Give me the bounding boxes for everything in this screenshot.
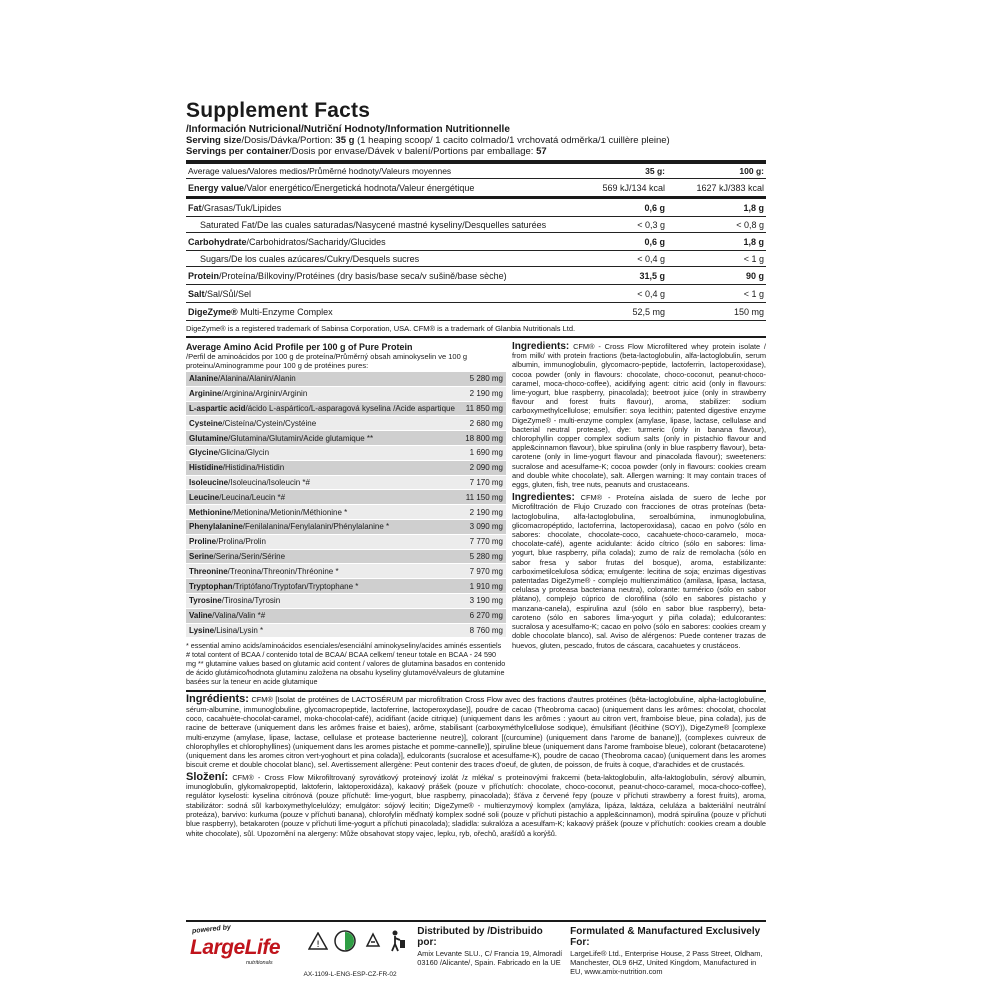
- ingredients-column: [512, 342, 766, 686]
- value-100g: 1,8 g: [667, 198, 766, 217]
- nutrient-name: Protein: [188, 270, 220, 281]
- value-35g: < 0,4 g: [568, 251, 667, 267]
- distributor-info: [411, 922, 564, 980]
- ingredients-fr-text: CFM® [Isolat de protéines de LACTOSÉRUM par microfiltration Cross Flow avec des fractions d'autres protéines (bêta-lactoglobuline, alpha-lactoglobuline, sérum-albumine, immunoglobuline, glycomacropeptide, lactoferrine, lactoperoxydase)], poudre de cacao (Theobroma cacao) (uniquement dans les arômes: chocolat, chocolat coco, cacahuète-chocolat-caramel, moka-chocolat-café), acidifiant (acide citrique) (uniquement dans les arômes : yaourt au citron vert, framboise bleue, pina colada), jus de racine de betterave (uniquement dans les arômes fraise et baies), arôme, stabilisant (carboxyméthylcellulose sodique), émulsifiant (lécithine (SOY)), DigeZyme® [complexe multi-enzyme (amylase, lipase, lactase, cellulase et protease bacterienne neutre)], colorant [(curcumine) (uniquement dans l'arome de banane)], (complexes cuivreux de chlorophylles et chlorophyllines) (uniquement dans les aromes pistache et pomme-cannelle)], spiruline bleue (uniquement dans l'arome framboise bleue), colorant (betacarotene) (uniquement dans les aromes citron vert-yoghourt et pina colada)], edulcorants (sucralose et acesulfame-K), poudre de cacao (Theobroma cacao) (uniquement dans les aromes biscuit creme et double chocolat blanc), sel. Avertissement allergène: Peut contenir des traces d'oeuf, de gluten, de poisson, de fruits à coque, d'arachides et de crustacés.: [186, 695, 766, 770]
- table-row: [186, 217, 766, 233]
- amino-acid-row: [186, 461, 506, 476]
- table-header-row: [186, 164, 766, 179]
- table-row: [186, 267, 766, 285]
- amino-acid-value: 11 850 mg: [465, 403, 503, 413]
- table-row: [186, 303, 766, 321]
- servings-label: Servings per container: [186, 146, 289, 157]
- amino-acid-translation: /Fenilalanina/Fenylalanin/Phénylalanine *: [242, 522, 390, 532]
- table-row: [186, 233, 766, 251]
- amino-acid-row: [186, 579, 506, 594]
- amino-acid-translation: /Cisteína/Cystein/Cystéine: [222, 418, 317, 428]
- amino-acid-name: [189, 493, 285, 502]
- amino-acid-row: [186, 446, 506, 461]
- amino-acid-translation: /Leucina/Leucin *#: [219, 492, 286, 502]
- amino-acid-value: 8 760 mg: [469, 625, 503, 635]
- value-100g: < 1 g: [667, 285, 766, 303]
- label-subtitle: /Información Nutricional/Nutriční Hodnoty/Information Nutritionnelle: [186, 124, 510, 135]
- amino-acid-value: 1 690 mg: [469, 448, 503, 458]
- logo-subtext: nutritionals: [246, 960, 273, 966]
- trademark-note: DigeZyme® is a registered trademark of Sabinsa Corporation, USA. CFM® is a trademark of Glanbia Nutritionals Ltd.: [186, 324, 766, 338]
- amino-acid-translation: /Triptófano/Tryptofan/Tryptophane *: [232, 581, 359, 591]
- amino-acid-row: [186, 550, 506, 565]
- col-header-label: Average values/Valores medios/Průměrné hodnoty/Valeurs moyennes: [186, 164, 568, 179]
- nutrition-table: [186, 164, 766, 321]
- amino-acid-bold-name: Proline: [189, 537, 217, 547]
- label-footer: [186, 920, 766, 980]
- nutrient-name: Energy value: [188, 182, 245, 193]
- amino-acid-row: [186, 624, 506, 639]
- amino-footnote: * essential amino acids/aminoácidos esenciales/esenciální aminokyseliny/acides aminés essentiels # total content of BCAA / contenido total de BCAA/ BCAA celkem/ teneur totale en BCAA - 24 590 mg ** glutamine values based on glutamic acid content / valores de glutamina basados en contenido de ácido glutámico/hodnota glutaminu založena na obsahu kyseliny glutamové/valeurs de glutamine basées sur la teneur en acide glutamique: [186, 641, 506, 687]
- product-code: AX-1109-L-ENG-ESP-CZ-FR-02: [303, 971, 397, 978]
- amino-acid-bold-name: Threonine: [189, 566, 228, 576]
- amino-acid-row: [186, 490, 506, 505]
- page-title: Supplement Facts: [186, 100, 371, 122]
- amino-acid-value: 2 190 mg: [469, 507, 503, 517]
- amino-acid-name: [189, 374, 296, 383]
- table-row: [186, 179, 766, 198]
- servings-text: /Dosis por envase/Dávek v balení/Portions par emballage:: [288, 146, 537, 157]
- nutrient-translation: Sugars/De los cuales azúcares/Cukry/Desquels sucres: [200, 253, 420, 264]
- amino-acid-row: [186, 476, 506, 491]
- amino-acid-value: 7 970 mg: [469, 566, 503, 576]
- serving-size-text: /Dosis/Dávka/Portion:: [241, 135, 336, 146]
- amino-acid-translation: /ácido L-aspártico/L-asparagová kyselina /Acide aspartique: [245, 403, 455, 413]
- amino-acid-translation: /Alanina/Alanin/Alanin: [217, 374, 296, 384]
- amino-acid-translation: /Glicina/Glycin: [217, 448, 270, 458]
- nutrient-translation: /Carbohidratos/Sacharidy/Glucides: [246, 236, 386, 247]
- amino-acid-translation: /Tirosina/Tyrosin: [221, 596, 281, 606]
- amino-acid-profile: [186, 342, 506, 686]
- digezyme-35g: 52,5 mg: [568, 303, 667, 321]
- tidyman-icon: [388, 930, 406, 952]
- nutrient-translation: Saturated Fat/De las cuales saturadas/Nasycené mastné kyseliny/Desquelles saturées: [200, 219, 547, 230]
- amino-acid-value: 5 280 mg: [469, 374, 503, 384]
- amino-acid-name: [189, 567, 339, 576]
- nutrient-translation: /Valor energético/Energetická hodnota/Valeur énergétique: [244, 182, 475, 193]
- amino-acid-translation: /Lisina/Lysin *: [214, 625, 264, 635]
- amino-acid-translation: /Treonina/Threonin/Thréonine *: [227, 566, 339, 576]
- serving-size-label: Serving size: [186, 135, 242, 146]
- ingredients-fr: [186, 695, 766, 769]
- value-100g: < 0,8 g: [667, 217, 766, 233]
- amino-acid-row: [186, 387, 506, 402]
- ingredients-cz: [186, 770, 766, 838]
- recycle-icon: [362, 930, 384, 952]
- nutrient-translation: /Grasas/Tuk/Lipides: [201, 202, 282, 213]
- amino-acid-translation: /Metionina/Metionin/Méthionine *: [231, 507, 348, 517]
- amino-acid-value: 3 190 mg: [469, 596, 503, 606]
- amino-acid-bold-name: Glycine: [189, 448, 218, 458]
- ingredients-cz-text: CFM® - Cross Flow Mikrofiltrovaný syrovátkový proteinový izolát /z mléka/ s proteinovými frakcemi (beta-laktoglobulin, alfa-laktoglobulin, sérový albumin, imunoglobulin, glykomakropeptid, laktoferin, laktoperoxidáza), kakaový prášek (pouze v příchutích: chocolate, choco-coconut, peanut-choco-caramel, moca-choco-coffee), regulátor kyselosti: kyselina citrónová (pouze příchutě: lime-yogurt, blue raspberry, pinacolada); šťáva z červené řepy (pouze v příchuti strawberry a forest fruits), aroma, stabilizátor: sodná sůl karboxymethylcelulózy; emulgátor: sójový lecitin; DigeZyme® - multienzymový komplex (amyláza, lipáza, laktáza, celuláza a bakteriální neutrální proteáza), barvivo: kurkuma (pouze v příchuti banana), chlorofylin měďnatý komplex sodné soli (pouze v příchuti pistachio a apple&cinnamon), modrá spirulina (pouze v příchuti blue raspberry), betakaroten (pouze v příchuti lime-yogurt a příchuti pinacolada); sladidla: sukralóza a acesulfam-K; kakaový prášek (pouze v příchutích: cookies cream a double white chocolate), sůl. Upozornění na alergeny: Může obsahovat stopy vajec, lepku, ryb, ořechů, arašídů a korýšů.: [186, 772, 766, 838]
- amino-acid-row: [186, 535, 506, 550]
- amino-acid-row: [186, 609, 506, 624]
- recycling-symbols: [304, 922, 412, 980]
- ingredients-cz-label: Složení:: [186, 770, 229, 783]
- value-35g: 31,5 g: [568, 267, 667, 285]
- amino-acid-list: [186, 372, 506, 638]
- ingredients-es-text: CFM® - Proteína aislada de suero de leche por Microfiltración de Flujo Cruzado con fracciones de otras proteínas (beta-lactoglobulina, alfa-lactoglobulina, seroalbúmina, inmunoglobulina, glicomacropéptido, lactoferrina, lactoperoxidasa), cacao en polvo (sólo en sabores: chocolate, chocolate-coco, cacahuete-choco-caramelo, moca-chocolate-café), agente acidulante: ácido cítrico (sólo en sabores: lima-yogurt, blue raspberry, piña colada); zumo de raíz de remolacha (sólo en sabor fresa y sabor frutas del bosque), aroma, estabilizante: carboximetilcelulosa sódica; emulgente: lecitina de soja; enzimas digestivas patentadas DigeZyme® - complejo multienzimático (amilasa, lipasa, lactasa, celulasa y proteasa bacteriana neutra), colorante: turmérico (sólo en sabor plátano), complejo cúprico de clorofilina (sólo en sabores pistacho y manzana-canela), espirulina azul (sólo en sabor blue raspberry), beta-caroteno (sólo en sabores lima-yogurt y piña colada); edulcorantes: sucralosa y acesulfamo-K; cacao en polvo (sólo en sabores: cookies cream y doble chocolate blanco), sal. Aviso de alérgenos: Puede contener trazas de huevos, gluten, pescado, frutos de cáscara, cacahuetes y crustáceos.: [512, 493, 766, 650]
- amino-acid-row: [186, 505, 506, 520]
- amino-acid-value: 6 270 mg: [469, 611, 503, 621]
- amino-acid-name: [189, 522, 389, 531]
- amino-acid-value: 3 090 mg: [469, 522, 503, 532]
- digezyme-100g: 150 mg: [667, 303, 766, 321]
- col-header-100g: 100 g:: [667, 164, 766, 179]
- amino-acid-translation: /Isoleucina/Isoleucin *#: [228, 477, 310, 487]
- amino-acid-value: 7 770 mg: [469, 537, 503, 547]
- amino-acid-name: [189, 596, 280, 605]
- value-35g: 569 kJ/134 kcal: [568, 179, 667, 198]
- ingredients-en: [512, 342, 766, 489]
- table-row: [186, 198, 766, 217]
- ingredients-es: [512, 493, 766, 649]
- amino-acid-translation: /Histidina/Histidin: [222, 463, 285, 473]
- distributor-title: Distributed by /Distribuido por:: [417, 926, 543, 948]
- amino-ingredients-columns: [186, 342, 766, 686]
- amino-acid-row: [186, 402, 506, 417]
- value-100g: 90 g: [667, 267, 766, 285]
- amino-acid-row: [186, 431, 506, 446]
- amino-acid-name: [189, 463, 284, 472]
- amino-acid-name: [189, 537, 266, 546]
- powered-by-text: powered by: [191, 923, 232, 936]
- amino-acid-bold-name: Lysine: [189, 625, 215, 635]
- largelife-logo: [186, 922, 304, 980]
- value-100g: < 1 g: [667, 251, 766, 267]
- amino-acid-translation: /Arginina/Arginin/Arginin: [221, 389, 308, 399]
- manufacturer-title: Formulated & Manufactured Exclusively For:: [570, 926, 761, 948]
- amino-acid-bold-name: Alanine: [189, 374, 218, 384]
- ingredients-es-label: Ingredientes:: [512, 492, 575, 504]
- value-35g: 0,6 g: [568, 198, 667, 217]
- divider: [186, 690, 766, 692]
- amino-acid-row: [186, 520, 506, 535]
- warning-triangle-icon: [308, 932, 328, 950]
- amino-acid-row: [186, 416, 506, 431]
- ingredients-fr-label: Ingrédients:: [186, 693, 249, 706]
- amino-acid-name: [189, 419, 316, 428]
- amino-acid-name: [189, 389, 307, 398]
- value-35g: < 0,4 g: [568, 285, 667, 303]
- amino-acid-name: [189, 448, 269, 457]
- amino-acid-bold-name: Cysteine: [189, 418, 223, 428]
- amino-acid-bold-name: Isoleucine: [189, 477, 229, 487]
- supplement-facts-label: [186, 100, 766, 980]
- amino-acid-value: 5 280 mg: [469, 551, 503, 561]
- amino-acid-value: 1 910 mg: [469, 581, 503, 591]
- amino-title: Average Amino Acid Profile per 100 g of Pure Protein: [186, 342, 413, 352]
- amino-acid-bold-name: L-aspartic acid: [189, 403, 246, 413]
- amino-acid-bold-name: Tryptophan: [189, 581, 233, 591]
- amino-acid-name: [189, 626, 263, 635]
- amino-acid-bold-name: Phenylalanine: [189, 522, 243, 532]
- amino-acid-bold-name: Tyrosine: [189, 596, 222, 606]
- servings-per-container: [186, 146, 766, 157]
- col-header-35g: 35 g:: [568, 164, 667, 179]
- table-row: [186, 285, 766, 303]
- nutrient-translation: /Sal/Sůl/Sel: [204, 288, 252, 299]
- value-35g: 0,6 g: [568, 233, 667, 251]
- amino-acid-bold-name: Serine: [189, 551, 214, 561]
- digezyme-name: DigeZyme®: [188, 306, 238, 317]
- amino-acid-value: 2 190 mg: [469, 389, 503, 399]
- amino-acid-bold-name: Methionine: [189, 507, 232, 517]
- amino-acid-name: [189, 611, 265, 620]
- amino-acid-value: 11 150 mg: [465, 492, 503, 502]
- amino-acid-value: 2 680 mg: [469, 418, 503, 428]
- amino-acid-row: [186, 564, 506, 579]
- manufacturer-text: LargeLife® Ltd., Enterprise House, 2 Pass Street, Oldham, Manchester, OL9 6HZ, United Kingdom, Manufactured in EU, www.amix-nutrition.com: [570, 949, 763, 976]
- amino-acid-row: [186, 594, 506, 609]
- amino-acid-name: [189, 404, 455, 413]
- amino-acid-name: [189, 582, 358, 591]
- amino-acid-translation: /Glutamina/Glutamin/Acide glutamique **: [228, 433, 374, 443]
- servings-value: 57: [536, 146, 547, 157]
- distributor-text: Amix Levante SLU., C/ Francia 19, Almoradí 03160 /Alicante/, Spain. Fabricado en la UE: [417, 949, 563, 967]
- amino-acid-bold-name: Valine: [189, 611, 213, 621]
- amino-acid-row: [186, 372, 506, 387]
- nutrient-translation: /Proteína/Bílkoviny/Protéines (dry basis/base seca/v sušině/base sèche): [219, 270, 507, 281]
- svg-text:!: !: [315, 940, 320, 950]
- value-35g: < 0,3 g: [568, 217, 667, 233]
- amino-acid-value: 7 170 mg: [469, 477, 503, 487]
- amino-acid-translation: /Serina/Serin/Sérine: [213, 551, 286, 561]
- serving-size-value: 35 g: [335, 135, 355, 146]
- amino-acid-translation: /Prolina/Prolin: [216, 537, 266, 547]
- ingredients-en-label: Ingredients:: [512, 341, 570, 352]
- nutrient-name: Fat: [188, 202, 202, 213]
- nutrient-name: Carbohydrate: [188, 236, 247, 247]
- digezyme-desc: Multi-Enzyme Complex: [237, 306, 333, 317]
- table-row: [186, 251, 766, 267]
- amino-acid-value: 18 800 mg: [465, 433, 503, 443]
- amino-subtitle: /Perfil de aminoácidos por 100 g de proteína/Průměrný obsah aminokyselin ve 100 g proteinu/Aminogramme pour 100 g de protéines pures:: [186, 352, 467, 370]
- logo-text: LargeLife: [190, 936, 281, 959]
- manufacturer-info: [564, 922, 766, 980]
- amino-acid-translation: /Valina/Valin *#: [212, 611, 266, 621]
- serving-size-note: (1 heaping scoop/ 1 cacito colmado/1 vrchovatá odměrka/1 cuillère pleine): [354, 135, 670, 146]
- amino-acid-bold-name: Glutamine: [189, 433, 229, 443]
- green-dot-icon: [334, 930, 356, 952]
- amino-acid-bold-name: Leucine: [189, 492, 220, 502]
- value-100g: 1627 kJ/383 kcal: [667, 179, 766, 198]
- amino-acid-bold-name: Arginine: [189, 389, 222, 399]
- amino-acid-name: [189, 552, 285, 561]
- amino-acid-name: [189, 508, 347, 517]
- serving-size: [186, 135, 766, 146]
- value-100g: 1,8 g: [667, 233, 766, 251]
- amino-acid-name: [189, 478, 310, 487]
- amino-acid-value: 2 090 mg: [469, 463, 503, 473]
- nutrient-name: Salt: [188, 288, 205, 299]
- ingredients-en-text: CFM® - Cross Flow Microfiltered whey protein isolate / from milk/ with protein fractions (beta-lactoglobulin, alfa-lactoglobulin, serum albumin, immunoglobulin, glycomacro-peptide, lactoferrin, lactoperoxidase), cocoa powder (only in flavours: chocolate, choco-coconut, peanut-choco-caramel, moca-choco-coffee), acidifying agent: citric acid (only in flavours: lime-yogurt, blue raspberry, pinacolada); beetroot juice (only in strawberry flavour and forest fruits flavour), aroma, stabilizer: sodium carboxymethylcellulose; emulsifier: soya lecithin; patented digestive enzyme DigeZyme® - multi-enzyme complex (amylase, lipase, lactase, cellulase and bacterial neutral protease), dye: turmeric (only in banana flavour), chlorophyllin copper complex sodium salts (only in pistachio flavour and apple&cinnamon flavour), blue spirulina (only in blue raspberry flavour), beta-carotene (only in lime-yogurt flavour and pinacolada flavour); sweeteners: sucralose and acesulfame-K; cocoa powder (only in flavours: cookies cream and double white chocolate), salt. Allergen warning: It may contain traces of eggs, gluten, fish, tree nuts, peanuts and crustaceans.: [512, 342, 766, 490]
- amino-acid-bold-name: Histidine: [189, 463, 223, 473]
- amino-acid-name: [189, 434, 373, 443]
